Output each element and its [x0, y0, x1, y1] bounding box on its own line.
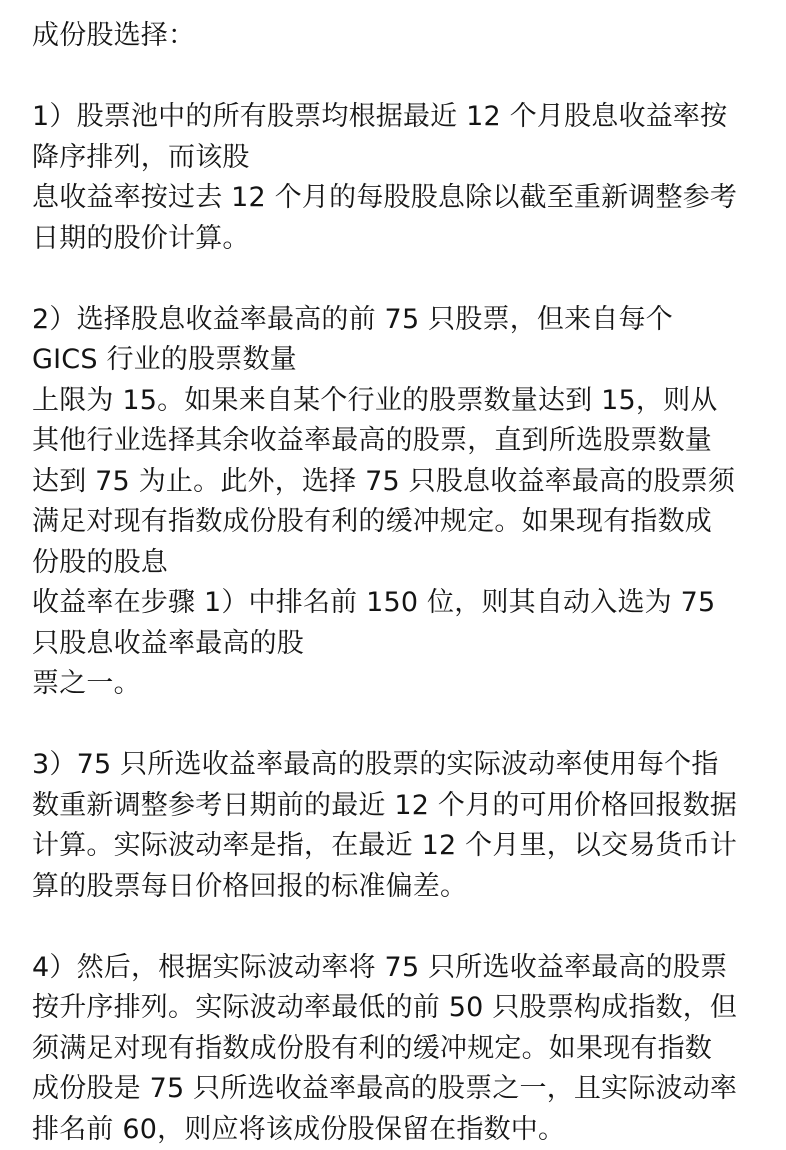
- paragraph-3: [32, 745, 772, 907]
- paragraph-line: 息收益率按过去 12 个月的每股股息除以截至重新调整参考: [32, 178, 772, 219]
- paragraph-line: 按升序排列。实际波动率最低的前 50 只股票构成指数，但: [32, 988, 772, 1029]
- paragraph-line: 3）75 只所选收益率最高的股票的实际波动率使用每个指: [32, 745, 772, 786]
- paragraph-line: 达到 75 为止。此外，选择 75 只股息收益率最高的股票须: [32, 462, 772, 503]
- document-body: [32, 0, 772, 1150]
- paragraph-line: 满足对现有指数成份股有利的缓冲规定。如果现有指数成: [32, 502, 772, 543]
- spacer: [32, 57, 772, 98]
- paragraph-line: 2）选择股息收益率最高的前 75 只股票，但来自每个: [32, 300, 772, 341]
- paragraph-line: 须满足对现有指数成份股有利的缓冲规定。如果现有指数: [32, 1029, 772, 1070]
- paragraph-line: 日期的股价计算。: [32, 219, 772, 260]
- paragraph-line: 1）股票池中的所有股票均根据最近 12 个月股息收益率按: [32, 97, 772, 138]
- paragraph-line: 份股的股息: [32, 543, 772, 584]
- paragraph-line: 数重新调整参考日期前的最近 12 个月的可用价格回报数据: [32, 786, 772, 827]
- paragraph-line: 其他行业选择其余收益率最高的股票，直到所选股票数量: [32, 421, 772, 462]
- paragraph-1: [32, 97, 772, 259]
- paragraph-4: [32, 948, 772, 1150]
- spacer: [32, 705, 772, 746]
- section-heading: 成份股选择：: [32, 16, 772, 57]
- paragraph-line: 排名前 60，则应将该成份股保留在指数中。: [32, 1110, 772, 1150]
- paragraph-line: 收益率在步骤 1）中排名前 150 位，则其自动入选为 75: [32, 583, 772, 624]
- paragraph-line: GICS 行业的股票数量: [32, 340, 772, 381]
- paragraph-line: 4）然后，根据实际波动率将 75 只所选收益率最高的股票: [32, 948, 772, 989]
- paragraph-2: [32, 300, 772, 705]
- paragraph-line: 只股息收益率最高的股: [32, 624, 772, 665]
- spacer: [32, 259, 772, 300]
- paragraph-line: 成份股是 75 只所选收益率最高的股票之一，且实际波动率: [32, 1069, 772, 1110]
- paragraph-line: 票之一。: [32, 664, 772, 705]
- paragraph-line: 上限为 15。如果来自某个行业的股票数量达到 15，则从: [32, 381, 772, 422]
- spacer: [32, 907, 772, 948]
- paragraph-line: 计算。实际波动率是指，在最近 12 个月里，以交易货币计: [32, 826, 772, 867]
- paragraph-line: 降序排列，而该股: [32, 138, 772, 179]
- paragraph-line: 算的股票每日价格回报的标准偏差。: [32, 867, 772, 908]
